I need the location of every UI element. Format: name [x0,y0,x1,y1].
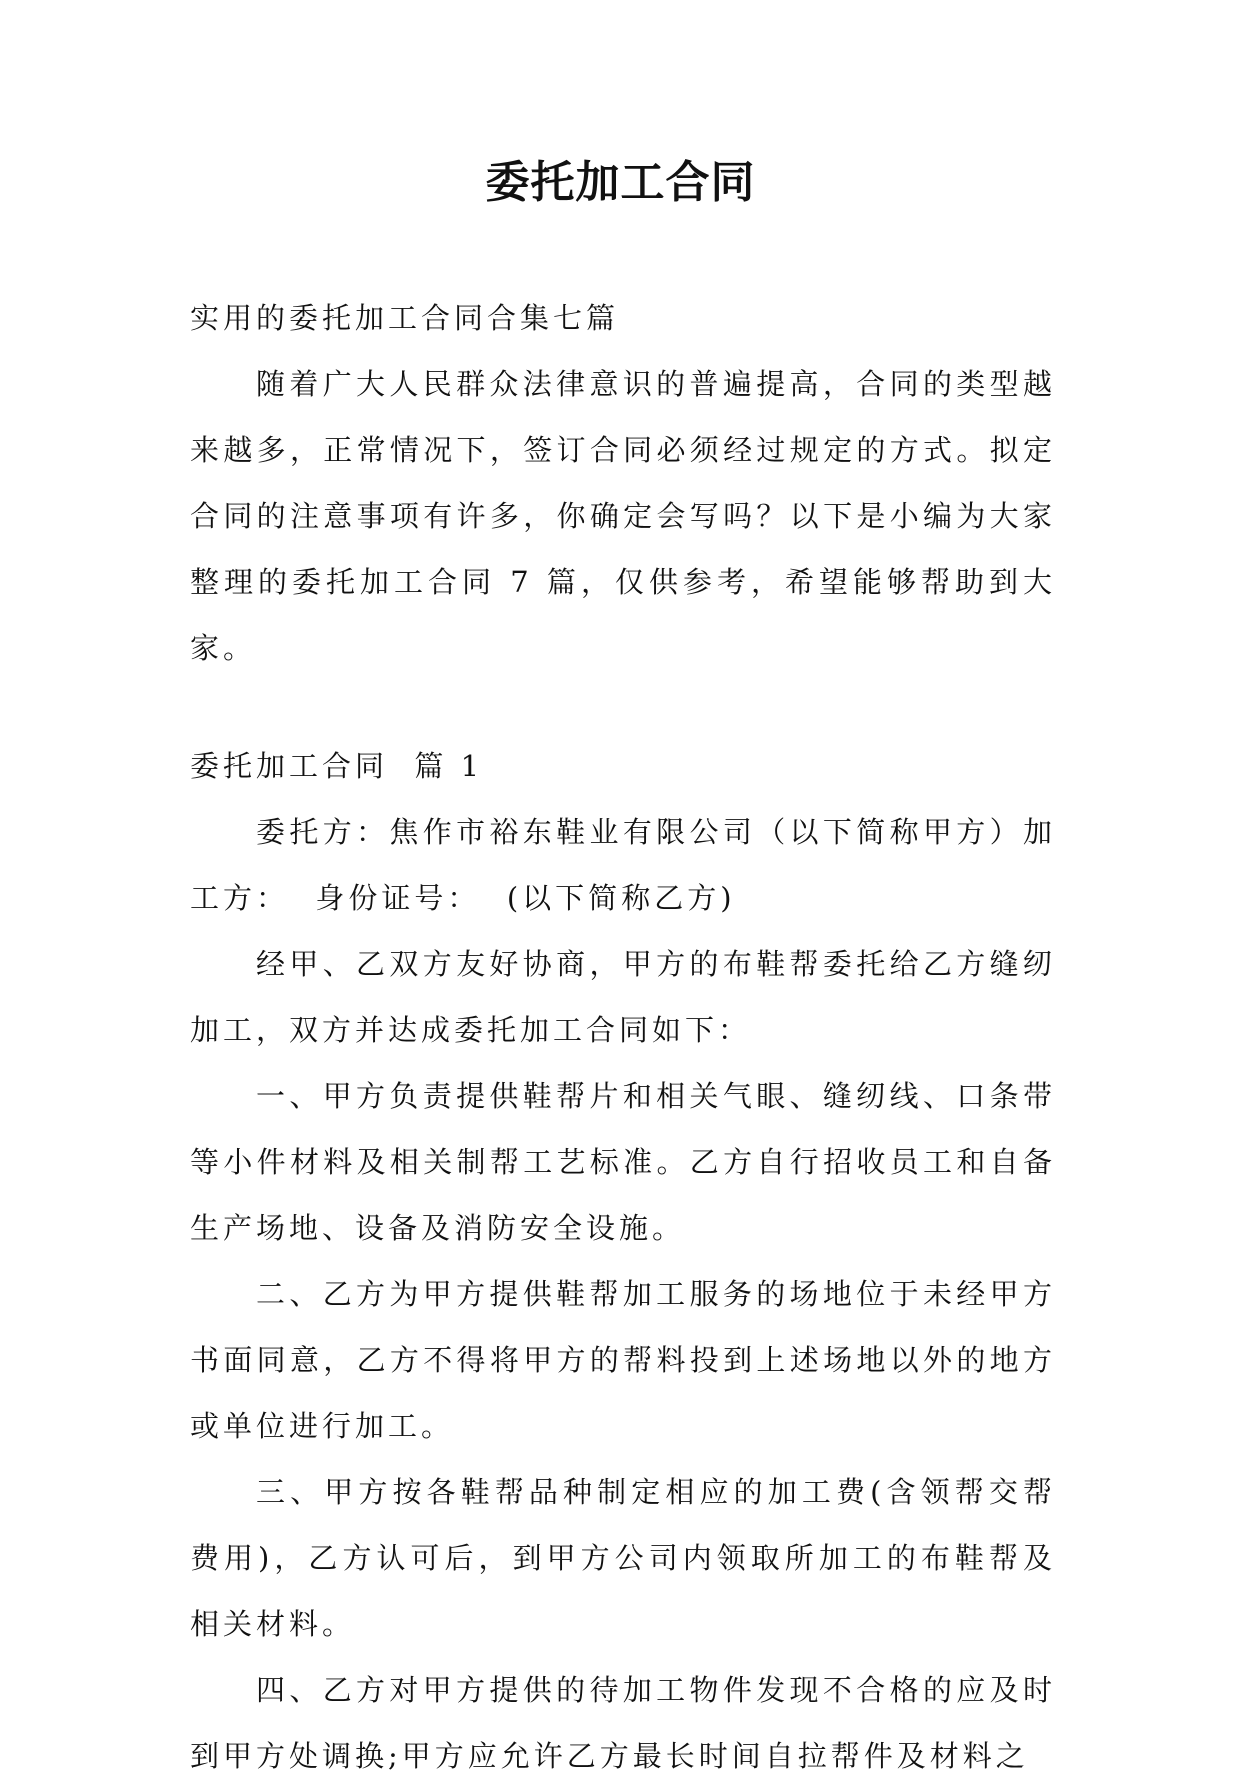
parties-paragraph: 委托方：焦作市裕东鞋业有限公司（以下简称甲方）加工方： 身份证号： (以下简称乙方) [190,815,1056,915]
clause-4: 四、乙方对甲方提供的待加工物件发现不合格的应及时到甲方处调换;甲方应允许乙方最长时间自拉帮件及材料之 [190,1673,1056,1773]
preamble-paragraph: 经甲、乙双方友好协商，甲方的布鞋帮委托给乙方缝纫加工，双方并达成委托加工合同如下： [190,947,1056,1047]
intro-paragraph: 随着广大人民群众法律意识的普遍提高，合同的类型越来越多，正常情况下，签订合同必须经过规定的方式。拟定合同的注意事项有许多，你确定会写吗？以下是小编为大家整理的委托加工合同 7 篇，仅供参考，希望能够帮助到大家。 [190,367,1056,665]
document-body [190,285,1056,1789]
document-title: 委托加工合同 [485,157,756,208]
clause-2: 二、乙方为甲方提供鞋帮加工服务的场地位于未经甲方书面同意，乙方不得将甲方的帮料投到上述场地以外的地方或单位进行加工。 [190,1277,1056,1443]
document-subtitle: 实用的委托加工合同合集七篇 [190,301,620,335]
clause-3: 三、甲方按各鞋帮品种制定相应的加工费(含领帮交帮费用)，乙方认可后，到甲方公司内领取所加工的布鞋帮及相关材料。 [190,1475,1056,1641]
clause-1: 一、甲方负责提供鞋帮片和相关气眼、缝纫线、口条带等小件材料及相关制帮工艺标准。乙方自行招收员工和自备生产场地、设备及消防安全设施。 [190,1079,1056,1245]
section-heading: 委托加工合同 篇 1 [190,749,484,783]
